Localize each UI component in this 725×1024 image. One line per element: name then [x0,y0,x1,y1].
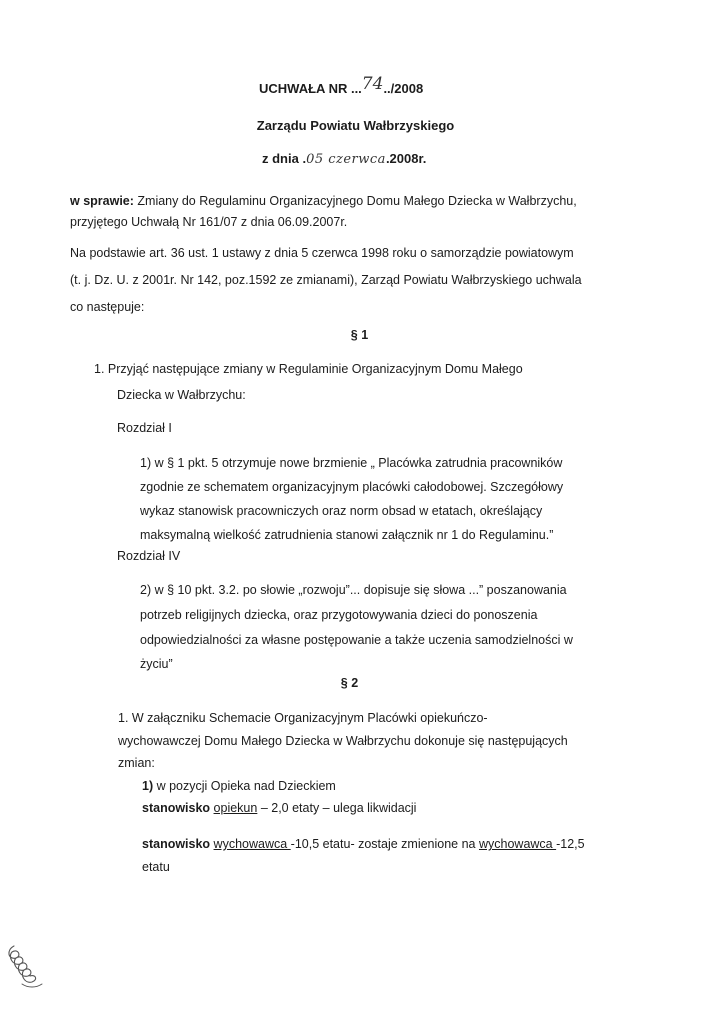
handwritten-date: 05 czerwca [306,152,386,167]
resolution-date: z dnia .05 czerwca.2008r. [262,151,427,167]
subject-label: w sprawie: [70,194,134,208]
s1-p1-line2: zgodnie ze schematem organizacyjnym placówki całodobowej. Szczegółowy [140,480,564,494]
basis-line-2: (t. j. Dz. U. z 2001r. Nr 142, poz.1592 ze zmianami), Zarząd Powiatu Wałbrzyskiego uchwala [70,273,582,287]
signature-initials [2,938,50,1000]
s1-p1-line1: 1) w § 1 pkt. 5 otrzymuje nowe brzmienie „ Placówka zatrudnia pracowników [140,456,563,470]
s2-position-1: 1) w pozycji Opieka nad Dzieckiem [142,779,336,793]
section-1-heading: § 1 [350,328,369,342]
s1-item1-line2: Dziecka w Wałbrzychu: [117,388,246,402]
s1-item1-line1: 1. Przyjąć następujące zmiany w Regulaminie Organizacyjnym Domu Małego [94,362,523,376]
s2-item1-line2: wychowawczej Domu Małego Dziecka w Wałbrzychu dokonuje się następujących [118,734,568,748]
chapter-1-label: Rozdział I [117,421,172,435]
subject-line-2: przyjętego Uchwałą Nr 161/07 z dnia 06.09.2007r. [70,215,348,229]
s1-p2-line1: 2) w § 10 pkt. 3.2. po słowie „rozwoju”... dopisuje się słowa ...” poszanowania [140,583,567,597]
basis-line-1: Na podstawie art. 36 ust. 1 ustawy z dnia 5 czerwca 1998 roku o samorządzie powiatowym [70,246,574,260]
section-2-heading: § 2 [340,676,359,690]
s2-position-1b: stanowisko wychowawca -10,5 etatu- zostaje zmienione na wychowawca -12,5 [142,837,585,851]
s1-p2-line2: potrzeb religijnych dziecka, oraz przygotowywania dzieci do ponoszenia [140,608,538,622]
s1-p1-line3: wykaz stanowisk pracowniczych oraz norm obsad w etatach, określający [140,504,543,518]
s2-position-1a: stanowisko opiekun – 2,0 etaty – ulega likwidacji [142,801,417,815]
s2-position-1b-line2: etatu [142,860,170,874]
s2-item1-line1: 1. W załączniku Schemacie Organizacyjnym Placówki opiekuńczo- [118,711,488,725]
subject-line-1: w sprawie: Zmiany do Regulaminu Organizacyjnego Domu Małego Dziecka w Wałbrzychu, [70,194,577,208]
s1-p1-line4: maksymalną wielkość zatrudnienia stanowi załącznik nr 1 do Regulaminu.” [140,528,554,542]
s1-p2-line4: życiu” [140,657,173,671]
issuer-title: Zarządu Powiatu Wałbrzyskiego [256,118,455,133]
chapter-4-label: Rozdział IV [117,549,181,563]
s2-item1-line3: zmian: [118,756,155,770]
resolution-title: UCHWAŁA NR ...74../2008 [259,74,424,96]
basis-line-3: co następuje: [70,300,145,314]
s1-p2-line3: odpowiedzialności za własne postępowanie a także uczenia samodzielności w [140,633,573,647]
handwritten-number: 74 [361,74,384,94]
